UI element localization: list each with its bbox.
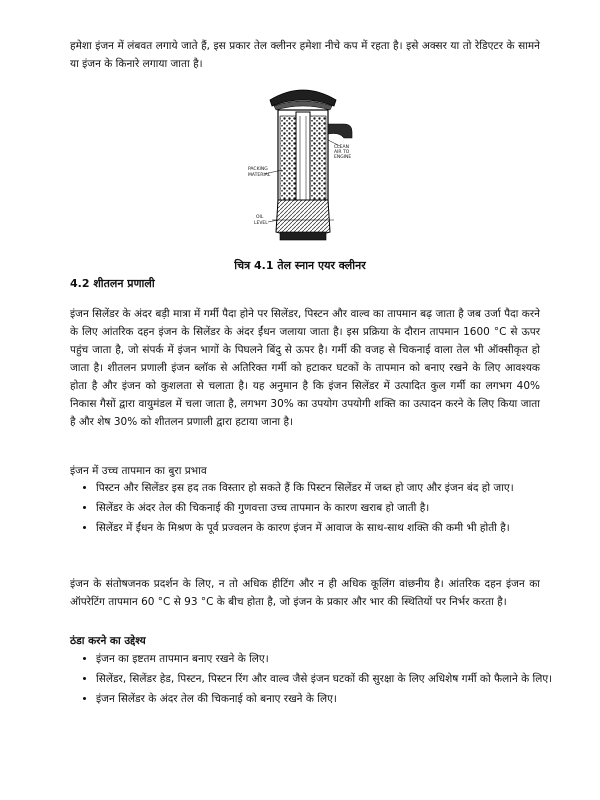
figure-caption: चित्र 4.1 तेल स्नान एयर क्लीनर bbox=[234, 259, 366, 272]
effects-list bbox=[80, 479, 554, 539]
cooling-system-paragraph: इंजन सिलेंडर के अंदर बड़ी मात्रा में गर्मी पैदा होने पर सिलेंडर, पिस्टन और वाल्व का तापमान बढ़ जाता है जब उर्जा पैदा करने के लिए आंतरिक दहन इंजन के सिलेंडर के अंदर ईंधन जलाया जाता है। इस प्रक्रिया के दौरान तापमान 1600 °C से ऊपर पहुंच जाता है, जो संपर्क में इंजन भागों के पिघलने बिंदु से ऊपर है। गर्मी की वजह से चिकनाई वाला तेल भी ऑक्सीकृत हो जाता है। शीतलन प्रणाली इंजन ब्लॉक से अतिरिक्त गर्मी को हटाकर घटकों के तापमान को बनाए रखने के लिए आवश्यक होता है और इंजन को कुशलता से चलाता है। यह अनुमान है कि इंजन सिलेंडर में उत्पादित कुल गर्मी का लगभग 40% निकास गैसों द्वारा वायुमंडल में चला जाता है, लगभग 30% का उपयोग उपयोगी शक्ति का उत्पादन करने के लिए किया जाता है और शेष 30% को शीतलन प्रणाली द्वारा हटाया जाना है। bbox=[70, 308, 540, 428]
figure-label-engine: ENGINE bbox=[334, 155, 352, 160]
intro-paragraph: हमेशा इंजन में लंबवत लगाये जाते हैं, इस प्रकार तेल क्लीनर हमेशा नीचे कप में रहता है। इसे अक्सर या तो रेडिएटर के सामने या इंजन के किनारे लगाया जाता है। bbox=[70, 40, 540, 70]
list-item: • सिलेंडर के अंदर तेल की चिकनाई की गुणवत्ता उच्च तापमान के कारण खराब हो जाती है। bbox=[96, 499, 554, 517]
figure-label-clean: CLEAN bbox=[334, 145, 349, 150]
effects-heading: इंजन में उच्च तापमान का बुरा प्रभाव bbox=[70, 465, 207, 477]
figure-label-oil: OIL bbox=[256, 215, 264, 220]
list-item: • इंजन सिलेंडर के अंदर तेल की चिकनाई को बनाए रखने के लिए। bbox=[96, 690, 554, 708]
list-item: • इंजन का इष्टतम तापमान बनाए रखने के लिए। bbox=[96, 650, 554, 668]
figure-label-material: MATERIAL bbox=[248, 173, 271, 178]
list-item: • पिस्टन और सिलेंडर इस हद तक विस्तार हो सकते हैं कि पिस्टन सिलेंडर में जब्त हो जाए और इंजन बंद हो जाए। bbox=[96, 479, 554, 497]
section-heading: 4.2 शीतलन प्रणाली bbox=[70, 277, 155, 290]
figure-label-air-to: AIR TO bbox=[334, 150, 350, 155]
figure-label-packing: PACKING bbox=[248, 167, 268, 172]
operating-temperature-paragraph: इंजन के संतोषजनक प्रदर्शन के लिए, न तो अधिक हीटिंग और न ही अधिक कूलिंग वांछनीय है। आंतरिक दहन इंजन का ऑपरेटिंग तापमान 60 °C से 93 °C के बीच होता है, जो इंजन के प्रकार और भार की स्थितियों पर निर्भर करता है। bbox=[70, 578, 540, 608]
list-item: • सिलेंडर, सिलेंडर हेड, पिस्टन, पिस्टन रिंग और वाल्व जैसे इंजन घटकों की सुरक्षा के लिए अधिशेष गर्मी को फैलाने के लिए। bbox=[96, 670, 554, 688]
list-item: • सिलेंडर में ईंधन के मिश्रण के पूर्व प्रज्वलन के कारण इंजन में आवाज के साथ-साथ शक्ति की कमी भी होती है। bbox=[96, 519, 554, 537]
oil-bath-air-cleaner-figure bbox=[248, 82, 358, 252]
purpose-list bbox=[80, 650, 554, 710]
purpose-heading: ठंडा करने का उद्देश्य bbox=[70, 635, 146, 647]
figure-label-level: LEVEL bbox=[254, 221, 268, 226]
